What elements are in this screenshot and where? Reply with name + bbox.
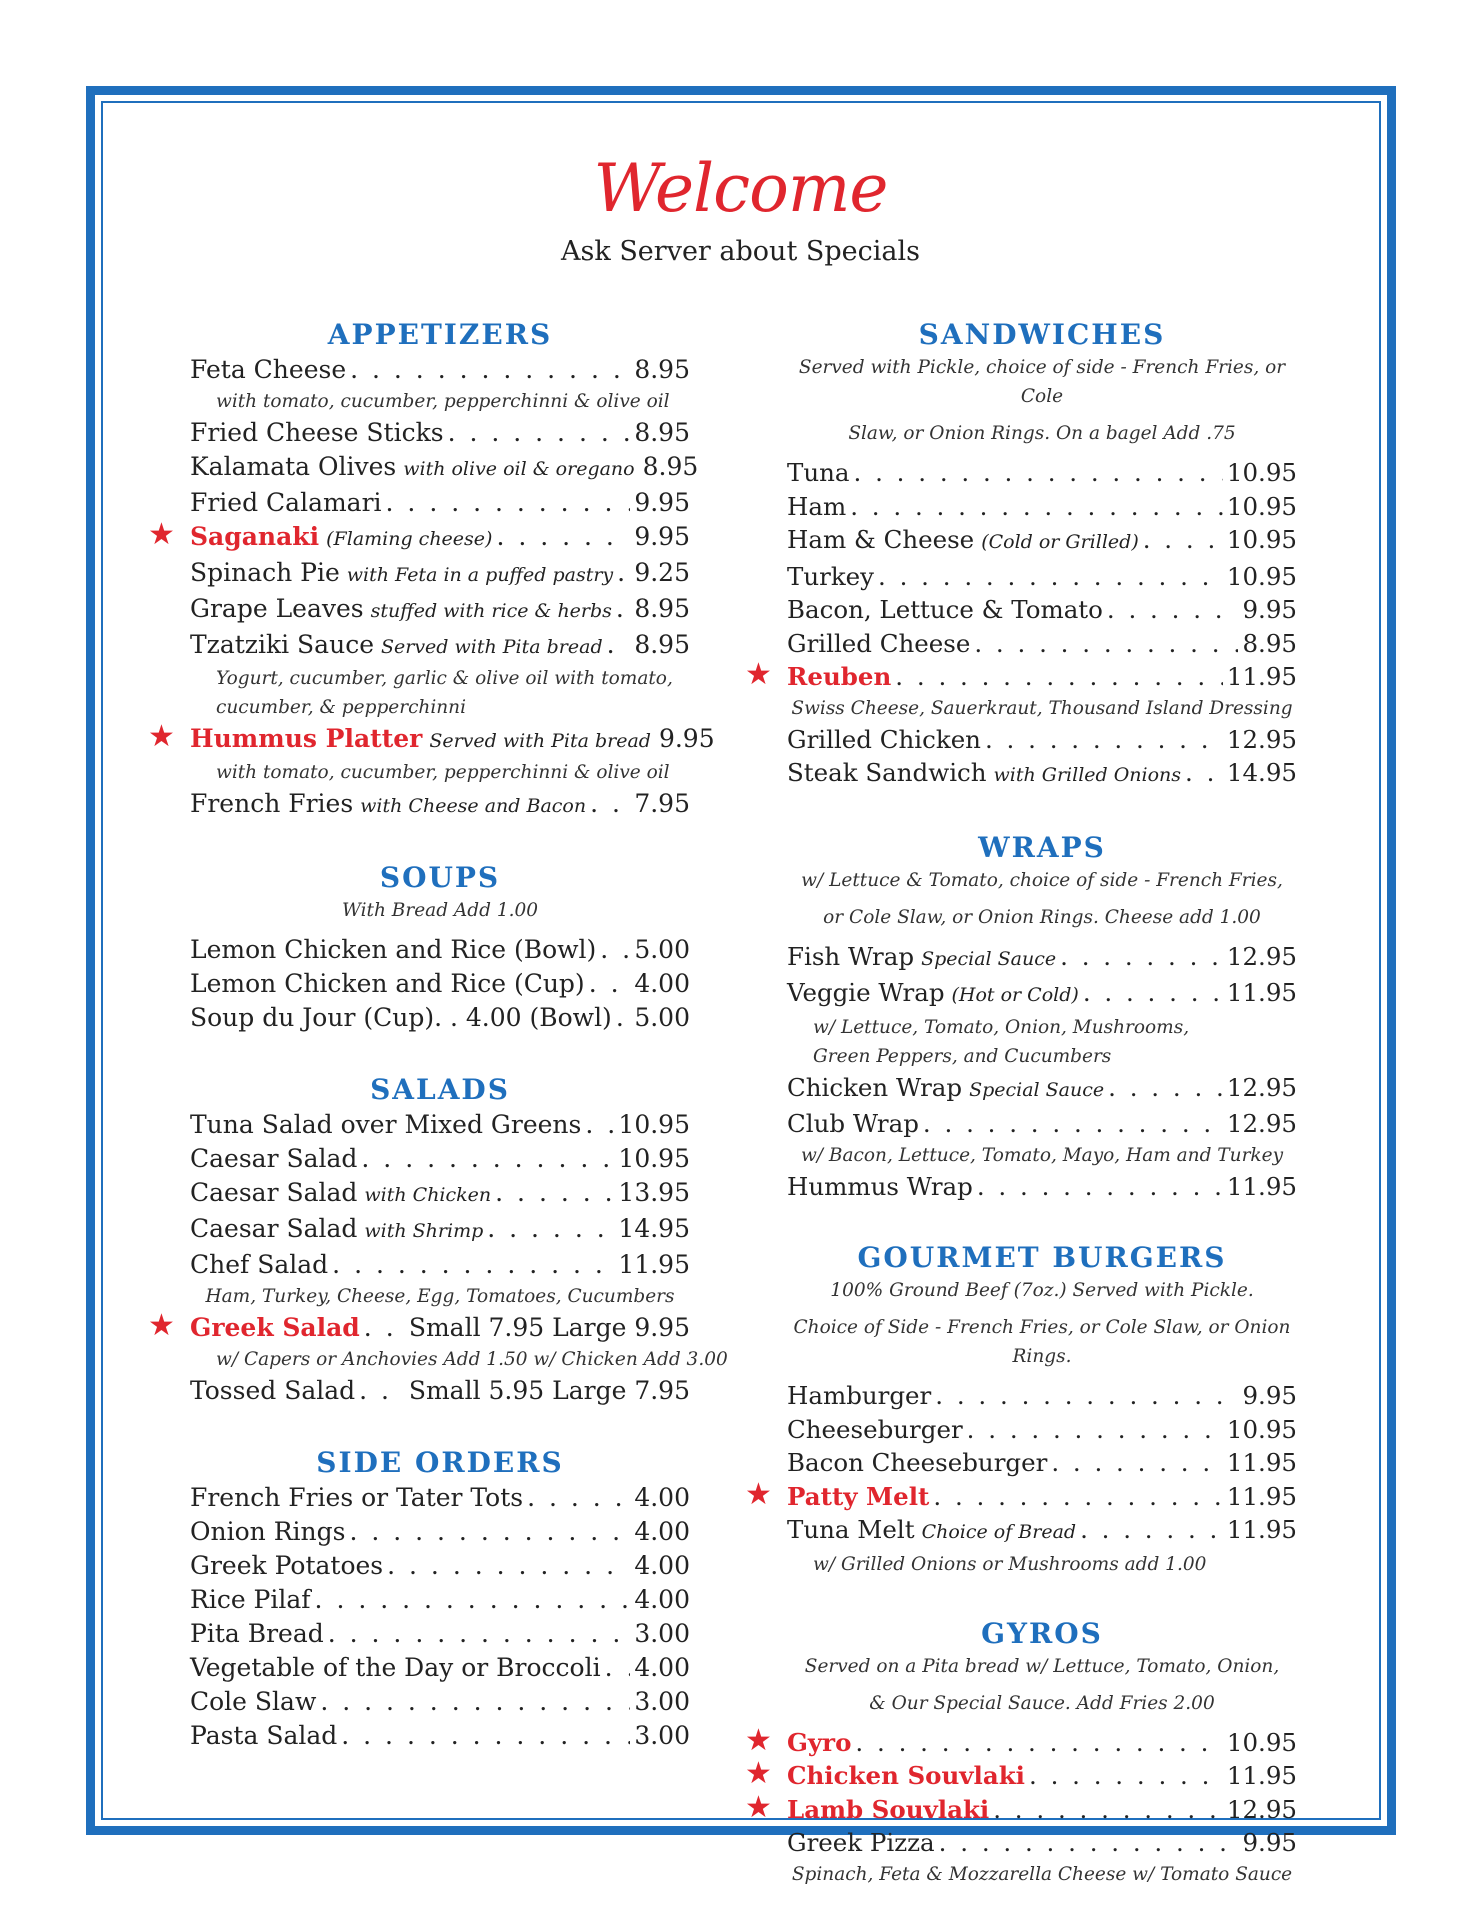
item-name: Bacon, Lettuce & Tomato (787, 595, 1103, 624)
item-price: 5.00 (634, 1003, 690, 1032)
welcome-title: Welcome (593, 150, 888, 227)
section-title: SOUPS (379, 861, 501, 894)
item-price: 3.00 (634, 1687, 690, 1716)
item-name: Fish Wrap (787, 941, 915, 971)
item-price: 10.95 (1226, 458, 1297, 487)
menu-item (190, 450, 699, 486)
section-title: SALADS (370, 1073, 510, 1106)
leader-dots (617, 556, 630, 590)
menu-item (148, 1308, 690, 1345)
item-price: 5.00 (634, 935, 690, 964)
menu-item (787, 523, 1297, 560)
menu-item (190, 1374, 690, 1408)
item-price: 10.95 (618, 1110, 690, 1139)
item-description: Spinach, Feta & Mozzarella Cheese w/ Tomato Sauce (791, 1863, 1293, 1885)
item-name: Greek Salad (190, 1313, 360, 1342)
item-price: 12.95 (1226, 1794, 1297, 1824)
leader-dots (359, 1374, 405, 1408)
item-note: Special Sauce (921, 947, 1057, 970)
menu-item (190, 1481, 690, 1515)
menu-item (745, 657, 1297, 694)
star-icon: ★ (148, 719, 175, 754)
leader-dots (854, 456, 1223, 490)
star-icon: ★ (148, 1308, 175, 1343)
menu-item (190, 933, 690, 967)
leader-dots (585, 1108, 614, 1142)
item-name: Pita Bread (190, 1619, 324, 1648)
leader-dots (616, 592, 630, 626)
item-name: Spinach Pie (190, 558, 340, 587)
item-name: Fried Cheese Sticks (190, 418, 444, 447)
specials-tagline: Ask Server about Specials (561, 236, 920, 267)
item-note: Served with Pita bread (429, 730, 651, 752)
leader-dots (850, 490, 1223, 524)
item-price: 4.00 (634, 1483, 690, 1512)
item-price: 4.00 (634, 1585, 690, 1614)
leader-dots (607, 628, 631, 662)
item-note: with Feta in a puffed pastry (346, 564, 614, 586)
section-note: With Bread Add 1.00 (341, 900, 539, 921)
leader-dots (590, 787, 630, 821)
item-name: Lamb Souvlaki (787, 1794, 990, 1824)
leader-dots (1080, 1513, 1223, 1547)
item-price: 11.95 (1226, 978, 1297, 1007)
section-note: Served on a Pita bread w/ Lettuce, Tomato, Onion, (804, 1655, 1280, 1677)
menu-item (787, 593, 1297, 627)
item-price: 12.95 (1226, 724, 1297, 754)
side-orders-section (190, 1446, 690, 1753)
item-price: 14.95 (1226, 758, 1297, 787)
item-name: Cheeseburger (787, 1414, 963, 1444)
gyros-section (745, 1616, 1297, 1889)
item-name: Hummus Wrap (787, 1171, 973, 1201)
item-description: cucumber, & pepperchinni (216, 697, 467, 718)
leader-dots (361, 1142, 614, 1176)
item-name: Chicken Wrap (787, 1072, 963, 1102)
item-note: with Shrimp (364, 1220, 484, 1242)
leader-dots (349, 1515, 630, 1549)
leader-dots (350, 353, 630, 387)
item-name: Chef Salad (190, 1250, 329, 1279)
item-price: 8.95 (1242, 628, 1297, 658)
item-name: Kalamata Olives (190, 452, 397, 481)
item-price: 13.95 (618, 1178, 690, 1207)
item-description: w/ Grilled Onions or Mushrooms add 1.00 (813, 1553, 1207, 1575)
item-name: Grape Leaves (190, 594, 364, 623)
section-title: GOURMET BURGERS (857, 1241, 1227, 1274)
item-name: Fried Calamari (190, 488, 382, 517)
item-price: 10.95 (618, 1144, 690, 1173)
section-note: or Cole Slaw, or Onion Rings. Cheese add 1.00 (823, 906, 1261, 928)
menu-item (190, 1108, 690, 1142)
item-note: Served with Pita bread (380, 636, 603, 658)
item-name: Vegetable of the Day or Broccoli (190, 1653, 601, 1682)
item-name: Gyro (787, 1727, 852, 1757)
menu-item (190, 1617, 690, 1651)
item-description: Swiss Cheese, Sauerkraut, Thousand Island Dressing (791, 697, 1293, 719)
item-price: 4.00 (634, 1653, 690, 1682)
menu-item (745, 1476, 1297, 1514)
leader-dots (993, 1793, 1223, 1827)
star-icon: ★ (745, 1722, 772, 1758)
item-price: 12.95 (1226, 1109, 1297, 1138)
item-price: 12.95 (1226, 941, 1297, 971)
item-name: Chicken Souvlaki (787, 1761, 1025, 1790)
menu-item (148, 719, 715, 758)
leader-dots (616, 1001, 631, 1035)
menu-item (190, 1176, 690, 1212)
item-note: with Grilled Onions (993, 764, 1182, 786)
menu-item (190, 787, 690, 823)
item-name: Veggie Wrap (787, 978, 945, 1007)
item-price: 9.95 (658, 724, 715, 753)
salads-section (148, 1073, 728, 1408)
item-price: 7.95 (634, 789, 690, 818)
item-name: Rice Pilaf (190, 1585, 311, 1614)
wraps-section (787, 831, 1297, 1204)
leader-dots (495, 1176, 614, 1210)
menu-item (190, 1549, 690, 1583)
section-title: GYROS (981, 1616, 1103, 1650)
section-note: & Our Special Sauce. Add Fries 2.00 (869, 1692, 1215, 1714)
menu-item (787, 940, 1297, 977)
item-name: Tuna Melt (787, 1515, 915, 1544)
menu-item (148, 517, 690, 556)
leader-dots (320, 1685, 630, 1719)
leader-dots (967, 1413, 1223, 1447)
menu-item (787, 723, 1297, 757)
leader-dots (448, 416, 631, 450)
item-price: 8.95 (634, 418, 690, 447)
item-price: 11.95 (1226, 1515, 1297, 1544)
menu-item (190, 1719, 690, 1753)
item-price: 14.95 (618, 1214, 690, 1243)
item-price: 10.95 (1226, 1727, 1297, 1757)
leader-dots (1060, 940, 1223, 974)
star-icon: ★ (745, 1756, 772, 1791)
item-price: Small 5.95 Large 7.95 (408, 1376, 690, 1405)
section-title: SANDWICHES (918, 318, 1166, 351)
item-price: 11.95 (1226, 1481, 1297, 1511)
item-name: Saganaki (190, 522, 320, 551)
menu-item (787, 1826, 1297, 1860)
item-note: (Hot or Cold) (951, 984, 1079, 1006)
item-name: Bacon Cheeseburger (787, 1448, 1048, 1477)
menu-item (745, 1789, 1297, 1827)
item-note: with olive oil & oregano (403, 458, 635, 480)
section-title: WRAPS (978, 830, 1106, 864)
menu-item (190, 1142, 690, 1176)
leader-dots (600, 933, 630, 967)
leader-dots (1051, 1446, 1223, 1480)
item-price: 11.95 (1226, 662, 1297, 691)
item-name: Tuna (787, 458, 850, 487)
item-price: 9.25 (634, 558, 690, 587)
star-icon: ★ (148, 517, 175, 552)
menu-item (190, 1248, 690, 1282)
menu-item (190, 556, 690, 592)
item-price: 10.95 (1226, 1414, 1297, 1444)
item-name: Feta Cheese (190, 355, 347, 384)
menu-item (745, 1722, 1297, 1760)
item-name: Ham & Cheese (787, 525, 975, 554)
menu-item (190, 1212, 690, 1248)
item-price: 4.00 (634, 1551, 690, 1580)
menu-item (190, 967, 690, 1001)
item-name: Cole Slaw (190, 1687, 317, 1716)
leader-dots (328, 1617, 631, 1651)
menu-item (787, 1071, 1297, 1108)
soups-section (190, 861, 690, 1035)
item-note: with Chicken (364, 1184, 492, 1206)
section-note: Choice of Side - French Fries, or Cole Slaw, or Onion Rings. (793, 1317, 1291, 1367)
menu-item (190, 416, 690, 450)
item-name: Grilled Chicken (787, 724, 981, 754)
leader-dots (1107, 593, 1239, 627)
leader-dots (364, 1311, 405, 1345)
leader-dots (315, 1583, 631, 1617)
item-note: with Cheese and Bacon (360, 795, 587, 817)
right-column (745, 318, 1297, 1927)
item-price: 3.00 (634, 1721, 690, 1750)
leader-dots (935, 1379, 1238, 1413)
item-name: French Fries (190, 789, 354, 818)
leader-dots (1108, 1071, 1223, 1105)
item-price: 11.95 (1226, 1448, 1297, 1477)
menu-item (190, 353, 690, 387)
burgers-section (745, 1241, 1297, 1579)
leader-dots (985, 723, 1223, 757)
item-name: Tuna Salad over Mixed Greens (190, 1110, 582, 1139)
leader-dots (527, 1481, 630, 1515)
item-name: Steak Sandwich (787, 758, 987, 787)
item-price: 4.00 (634, 1517, 690, 1546)
item-price: 8.95 (634, 355, 690, 384)
menu-item (190, 1685, 690, 1719)
item-name: Patty Melt (787, 1481, 930, 1511)
item-name: Lemon Chicken and Rice (Cup) (190, 969, 585, 998)
menu-item (190, 1515, 690, 1549)
menu-item (787, 627, 1297, 661)
leader-dots (855, 1726, 1222, 1760)
leader-dots (1185, 756, 1223, 790)
item-price: 8.95 (642, 452, 699, 481)
menu-item (190, 1001, 690, 1035)
item-name: Grilled Cheese (787, 628, 971, 658)
leader-dots (923, 1107, 1223, 1141)
menu-item (190, 1651, 690, 1685)
item-price: 3.00 (634, 1619, 690, 1648)
item-price: 11.95 (618, 1250, 690, 1279)
item-price: 9.95 (634, 488, 690, 517)
item-price: 11.95 (1226, 1761, 1297, 1790)
item-price: 4.00 (634, 969, 690, 998)
item-name: Lemon Chicken and Rice (Bowl) (190, 935, 597, 964)
leader-dots (939, 1826, 1239, 1860)
menu-item (745, 1756, 1297, 1793)
item-name: Pasta Salad (190, 1721, 338, 1750)
section-title: APPETIZERS (327, 318, 553, 351)
item-description: w/ Bacon, Lettuce, Tomato, Mayo, Ham and Turkey (800, 1144, 1284, 1166)
leader-dots (387, 1549, 630, 1583)
menu-item (787, 1170, 1297, 1204)
leader-dots (386, 486, 631, 520)
item-name: Greek Potatoes (190, 1551, 384, 1580)
item-name: Ham (787, 491, 847, 521)
item-description: w/ Capers or Anchovies Add 1.50 w/ Chicken Add 3.00 (216, 1349, 728, 1370)
leader-dots (341, 1719, 630, 1753)
star-icon: ★ (745, 657, 772, 692)
menu-item (190, 1583, 690, 1617)
item-name: Hamburger (787, 1381, 932, 1410)
leader-dots (1083, 976, 1223, 1010)
leader-dots (1029, 1759, 1223, 1793)
menu-item (787, 560, 1297, 594)
menu-item (190, 592, 690, 628)
section-note: w/ Lettuce & Tomato, choice of side - French Fries, (801, 869, 1283, 891)
item-name: Tossed Salad (190, 1376, 356, 1405)
section-note: Slaw, or Onion Rings. On a bagel Add .75 (848, 423, 1236, 444)
item-price: 9.95 (1242, 595, 1297, 624)
item-name: Hummus Platter (190, 724, 423, 753)
menu-item (787, 490, 1297, 524)
menu-item (787, 1379, 1297, 1413)
leader-dots (332, 1248, 614, 1282)
item-note: Special Sauce (969, 1078, 1105, 1101)
menu-item (190, 486, 690, 520)
item-price: 12.95 (1226, 1072, 1297, 1102)
item-price: 10.95 (1226, 525, 1297, 554)
leader-dots (496, 520, 630, 554)
item-name: Caesar Salad (190, 1178, 358, 1207)
star-icon: ★ (745, 1476, 772, 1512)
menu-item (787, 756, 1297, 793)
item-description: w/ Lettuce, Tomato, Onion, Mushrooms, (813, 1016, 1190, 1038)
leader-dots (933, 1480, 1222, 1514)
item-description: Ham, Turkey, Cheese, Egg, Tomatoes, Cucumbers (205, 1286, 675, 1307)
section-note: 100% Ground Beef (7oz.) Served with Pickle. (830, 1280, 1254, 1301)
item-description: Yogurt, cucumber, garlic & olive oil with tomato, (216, 668, 673, 689)
item-price: Small 7.95 Large 9.95 (408, 1313, 690, 1342)
leader-dots (605, 1651, 631, 1685)
item-description: Green Peppers, and Cucumbers (813, 1045, 1112, 1067)
menu-item (787, 456, 1297, 490)
menu-item (787, 1513, 1297, 1550)
leader-dots (487, 1212, 614, 1246)
leader-dots (589, 967, 631, 1001)
leader-dots (878, 560, 1223, 594)
leader-dots (1143, 523, 1223, 557)
item-note: stuffed with rice & herbs (370, 600, 612, 622)
item-name: Onion Rings (190, 1517, 346, 1546)
item-note: (Flaming cheese) (326, 528, 493, 550)
star-icon: ★ (745, 1789, 772, 1825)
appetizers-section (148, 318, 715, 823)
menu-item (787, 1446, 1297, 1480)
item-description: with tomato, cucumber, pepperchinni & olive oil (216, 762, 670, 783)
item-note: Choice of Bread (921, 1521, 1077, 1543)
item-name: French Fries or Tater Tots (190, 1483, 524, 1512)
section-note: Served with Pickle, choice of side - French Fries, or Cole (798, 357, 1286, 407)
item-name: Tzatziki Sauce (190, 630, 374, 659)
item-price: 8.95 (634, 594, 690, 623)
item-name: Greek Pizza (787, 1828, 935, 1857)
item-note: (Cold or Grilled) (981, 531, 1139, 553)
menu-item (787, 976, 1297, 1013)
menu-item (787, 1413, 1297, 1447)
sandwiches-section (745, 318, 1297, 793)
item-name: Soup du Jour (Cup). . 4.00 (Bowl) (190, 1003, 612, 1032)
menu-item (787, 1107, 1297, 1141)
leader-dots (974, 627, 1238, 661)
item-name: Club Wrap (787, 1109, 919, 1138)
item-description: with tomato, cucumber, pepperchinni & olive oil (216, 391, 670, 412)
item-price: 11.95 (1226, 1171, 1297, 1201)
item-price: 9.95 (1242, 1381, 1297, 1410)
menu-item (190, 628, 690, 664)
item-name: Caesar Salad (190, 1144, 358, 1173)
item-price: 10.95 (1226, 491, 1297, 521)
item-price: 9.95 (1242, 1828, 1297, 1857)
item-price: 8.95 (634, 630, 690, 659)
leader-dots (895, 660, 1223, 694)
item-name: Reuben (787, 662, 892, 691)
section-title: SIDE ORDERS (316, 1446, 564, 1479)
leader-dots (977, 1170, 1223, 1204)
item-price: 9.95 (634, 522, 690, 551)
item-name: Caesar Salad (190, 1214, 358, 1243)
item-name: Turkey (787, 561, 875, 591)
item-price: 10.95 (1226, 561, 1297, 591)
left-column (148, 318, 728, 1791)
